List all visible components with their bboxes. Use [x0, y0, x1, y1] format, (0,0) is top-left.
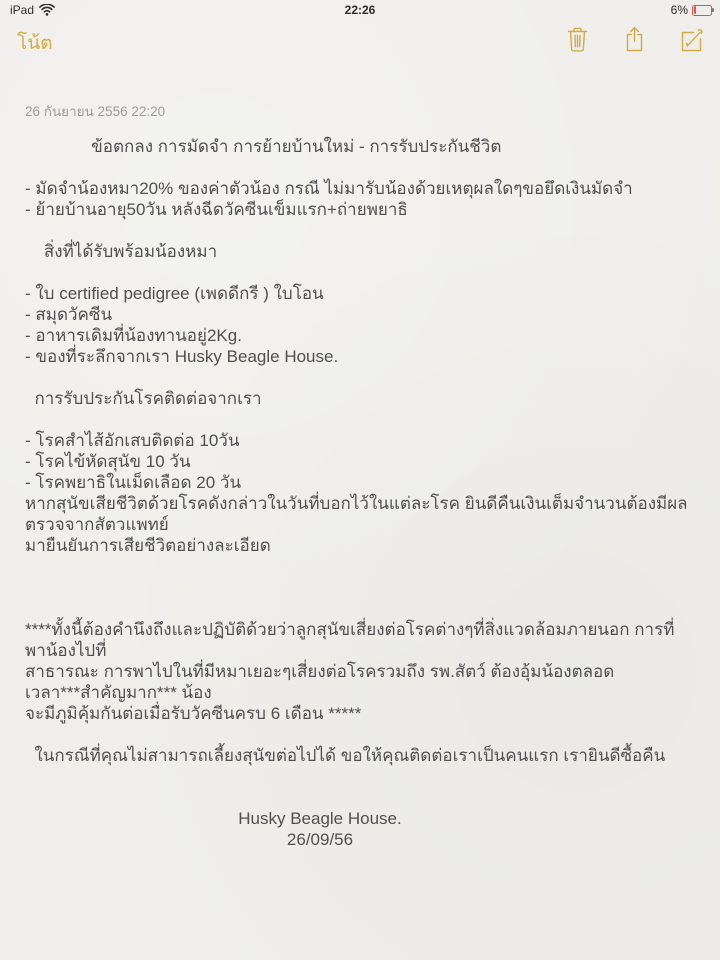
- share-icon[interactable]: [621, 24, 647, 54]
- note-line: - มัดจำน้องหมา20% ของค่าตัวน้อง กรณี ไม่มารับน้องด้วยเหตุผลใดๆขอยึดเงินมัดจำ: [25, 179, 633, 198]
- battery-percent: 6%: [670, 3, 688, 17]
- note-line: 26/09/56: [286, 830, 354, 849]
- note-line: จะมีภูมิคุ้มกันต่อเมื่อรับวัคซีนครบ 6 เดือน *****: [25, 704, 362, 723]
- note-line: [25, 598, 695, 619]
- note-line: หากสุนัขเสียชีวิตด้วยโรคดังกล่าวในวันที่บอกไว้ในแต่ละโรค ยินดีคืนเงินเต็มจำนวนต้องมีผลตรวจจากสัตวแพทย์: [25, 494, 688, 534]
- note-line: - โรคสำไส้อักเสบติดต่อ 10วัน: [25, 431, 240, 450]
- note-line: - ย้ายบ้านอายุ50วัน หลังฉีดวัคซีนเข็มแรก+ถ่ายพยาธิ: [25, 200, 408, 219]
- note-line: - ของที่ระลึกจากเรา Husky Beagle House.: [25, 347, 339, 366]
- note-date: 26 กันยายน 2556 22:20: [25, 104, 166, 119]
- note-line: มายืนยันการเสียชีวิตอย่างละเอียด: [25, 536, 271, 555]
- device-label: iPad: [10, 3, 35, 17]
- note-line: [25, 409, 695, 430]
- clock: 22:26: [344, 3, 376, 17]
- note-line: - อาหารเดิมที่น้องทานอยู่2Kg.: [25, 326, 242, 345]
- note-line: [25, 766, 695, 787]
- note-area: [0, 72, 720, 960]
- note-line: การรับประกันโรคติดต่อจากเรา: [25, 389, 262, 408]
- note-line: [25, 367, 695, 388]
- note-line: - สมุดวัคซีน: [25, 305, 113, 324]
- note-line: Husky Beagle House.: [238, 809, 402, 828]
- note-line: ในกรณีที่คุณไม่สามารถเลี้ยงสุนัขต่อไปได้ ขอให้คุณติดต่อเราเป็นคนแรก เรายินดีซื้อคืน: [25, 746, 666, 765]
- status-bar: [0, 0, 720, 20]
- note-line: [25, 220, 695, 241]
- notes-back-button[interactable]: โน้ต: [17, 33, 53, 54]
- note-body[interactable]: [25, 136, 695, 850]
- note-line: ****ทั้งนี้ต้องคำนึงถึงและปฏิบัติด้วยว่าลูกสุนัขเสี่ยงต่อโรคต่างๆที่สิ่งแวดล้อมภายนอก การที่พาน้องไปที่: [25, 620, 675, 660]
- note-line: [25, 262, 695, 283]
- note-line: [25, 724, 695, 745]
- note-line: - โรคพยาธิในเม็ดเลือด 20 วัน: [25, 473, 242, 492]
- note-line: - โรคไข้หัดสุนัข 10 วัน: [25, 452, 191, 471]
- note-line: [25, 157, 695, 178]
- note-line: สาธารณะ การพาไปในที่มีหมาเยอะๆเสี่ยงต่อโรครวมถึง รพ.สัตว์ ต้องอุ้มน้องตลอดเวลา***สำคัญมาก*** น้อง: [25, 662, 615, 702]
- trash-icon[interactable]: [564, 24, 590, 54]
- battery-icon: [692, 5, 714, 16]
- toolbar-actions: [564, 24, 704, 54]
- note-line: สิ่งที่ได้รับพร้อมน้องหมา: [25, 242, 218, 261]
- note-line: [25, 787, 695, 808]
- note-line: - ใบ certified pedigree (เพดดีกรี ) ใบโอน: [25, 284, 324, 303]
- note-line: ข้อตกลง การมัดจำ การย้ายบ้านใหม่ - การรับประกันชีวิต: [25, 137, 502, 156]
- note-line: [25, 556, 695, 577]
- status-right: [671, 3, 714, 17]
- compose-icon[interactable]: [678, 24, 704, 54]
- notes-toolbar: [0, 20, 720, 72]
- note-line: [25, 577, 695, 598]
